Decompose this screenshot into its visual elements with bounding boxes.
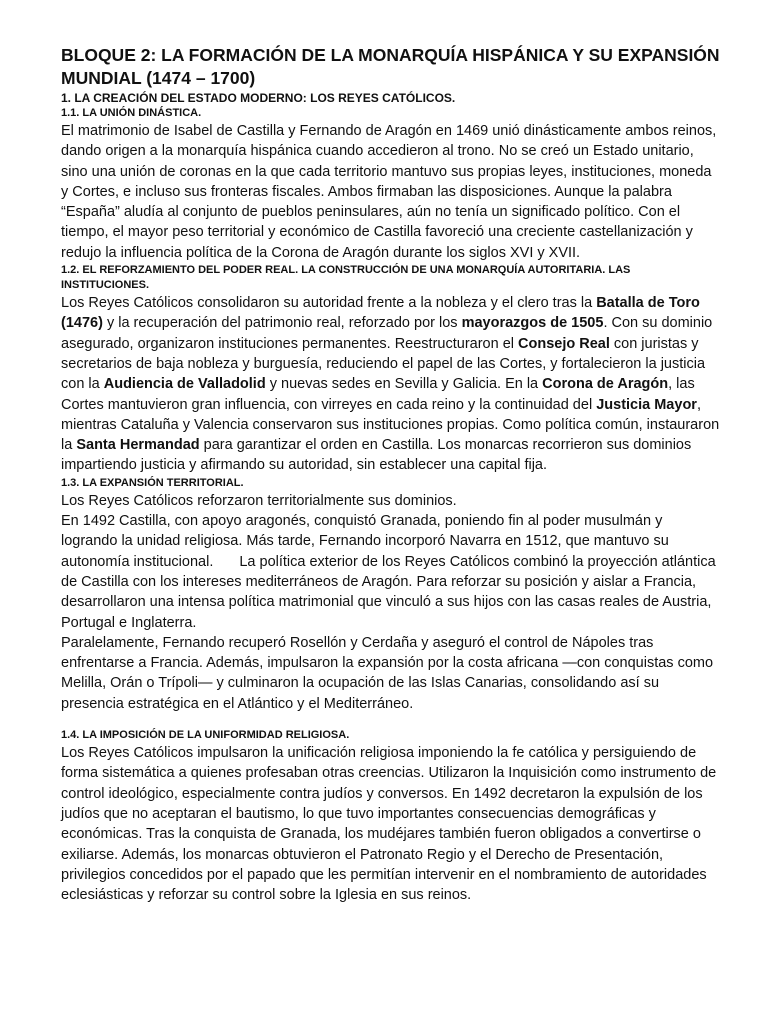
subsection-1-3-paragraph-1: Los Reyes Católicos reforzaron territorialmente sus dominios. (61, 492, 457, 509)
text-run: En 1492 Castilla, con apoyo aragonés, conquistó Granada, poniendo fin al poder musulmán y logrando la unidad religiosa. Más tarde, Fernando incorporó Navarra en 1512, que mantuvo su autonomía institucional. (61, 513, 669, 570)
text-run: Los Reyes Católicos consolidaron su autoridad frente a la nobleza y el clero tras la (61, 295, 597, 312)
bold-term-corona-de-aragon: Corona de Aragón (542, 376, 669, 393)
subsection-1-1-heading: 1.1. LA UNIÓN DINÁSTICA. (61, 107, 202, 119)
subsection-1-2-paragraph (61, 293, 721, 476)
text-run: y nuevas sedes en Sevilla y Galicia. En la (265, 376, 543, 393)
text-run: y la recuperación del patrimonio real, reforzado por los (102, 315, 462, 332)
section-1-heading: 1. LA CREACIÓN DEL ESTADO MODERNO: LOS REYES CATÓLICOS. (61, 91, 456, 105)
subsection-1-3-paragraph-3: Paralelamente, Fernando recuperó Rosellón y Cerdaña y aseguró el control de Nápoles tras enfrentarse a Francia. Además, impulsaron la expansión por la costa africana —con conquistas como Melilla, Orán o Trípoli— y culminaron la ocupación de las Islas Canarias, consolidando así su presencia estratégica en el Atlántico y el Mediterráneo. (61, 634, 714, 712)
bold-term-batalla-de-toro: Batalla de Toro (1476) (61, 295, 700, 332)
bold-term-consejo-real: Consejo Real (518, 335, 610, 352)
text-run: , mientras Cataluña y Valencia conservaron sus instituciones propias. Como política común, instauraron la (61, 396, 720, 454)
text-run: , las Cortes mantuvieron gran influencia, con virreyes en cada reino y la continuidad del (61, 376, 695, 413)
subsection-1-4-heading: 1.4. LA IMPOSICIÓN DE LA UNIFORMIDAD RELIGIOSA. (61, 729, 350, 742)
text-run: . Con su dominio asegurado, organizaron instituciones permanentes. Reestructuraron el (61, 315, 713, 352)
subsection-1-2-heading: 1.2. EL REFORZAMIENTO DEL PODER REAL. LA CONSTRUCCIÓN DE UNA MONARQUÍA AUTORITARIA. LAS INSTITUCIONES. (61, 264, 631, 292)
subsection-1-3-paragraph-2 (61, 511, 721, 633)
text-run: con juristas y secretarios de baja nobleza y burguesía, reduciendo el papel de las Cortes, y fortalecieron la justicia con la (61, 335, 706, 393)
subsection-1-1-paragraph: El matrimonio de Isabel de Castilla y Fernando de Aragón en 1469 unió dinásticamente ambos reinos, dando origen a la monarquía hispánica cuando accedieron al trono. No se creó un Estado unitario, sino una unión de coronas en la que cada territorio mantuvo sus propias leyes, instituciones, moneda y Cortes, e incluso sus fronteras fiscales. Ambos firmaban las disposiciones. Aunque la palabra “España” aludía al conjunto de pueblos peninsulares, aún no tenía un significado político. Con el tiempo, el mayor peso territorial y económico de Castilla favoreció una creciente castellanización y redujo la influencia política de la Corona de Aragón durante los siglos XVI y XVII. (61, 123, 717, 261)
document-title: BLOQUE 2: LA FORMACIÓN DE LA MONARQUÍA HISPÁNICA Y SU EXPANSIÓN MUNDIAL (1474 – 1700) (61, 45, 720, 88)
subsection-1-3-heading: 1.3. LA EXPANSIÓN TERRITORIAL. (61, 476, 244, 489)
bold-term-mayorazgos: mayorazgos de 1505 (461, 315, 604, 332)
bold-term-justicia-mayor: Justicia Mayor (596, 396, 697, 413)
bold-term-audiencia-de-valladolid: Audiencia de Valladolid (103, 376, 266, 393)
text-run: La política exterior de los Reyes Católicos combinó la proyección atlántica de Castilla con los intereses mediterráneos de Aragón. Para reforzar su posición y aislar a Francia, desarrollaron una intensa política matrimonial que vinculó a sus hijos con las casas reales de Austria, Portugal e Inglaterra. (61, 553, 716, 631)
bold-term-santa-hermandad: Santa Hermandad (76, 437, 200, 454)
paragraph-spacer (61, 714, 721, 728)
subsection-1-4-paragraph: Los Reyes Católicos impulsaron la unificación religiosa imponiendo la fe católica y persiguiendo de forma sistemática a quienes profesaban otras creencias. Utilizaron la Inquisición como instrumento de control ideológico, especialmente contra judíos y conversos. En 1492 decretaron la expulsión de los judíos que no aceptaran el bautismo, lo que tuvo importantes consecuencias demográficas y económicas. Tras la conquista de Granada, los mudéjares también fueron obligados a convertirse o exiliarse. Además, los monarcas obtuvieron el Patronato Regio y el Derecho de Presentación, privilegios concedidos por el papado que les permitían intervenir en el nombramiento de autoridades eclesiásticas y reforzar su control sobre la Iglesia en sus reinos. (61, 745, 717, 904)
document-page (61, 44, 721, 905)
text-run: para garantizar el orden en Castilla. Los monarcas recorrieron sus dominios impartiendo justicia y afirmando su autoridad, sin establecer una capital fija. (61, 437, 692, 474)
